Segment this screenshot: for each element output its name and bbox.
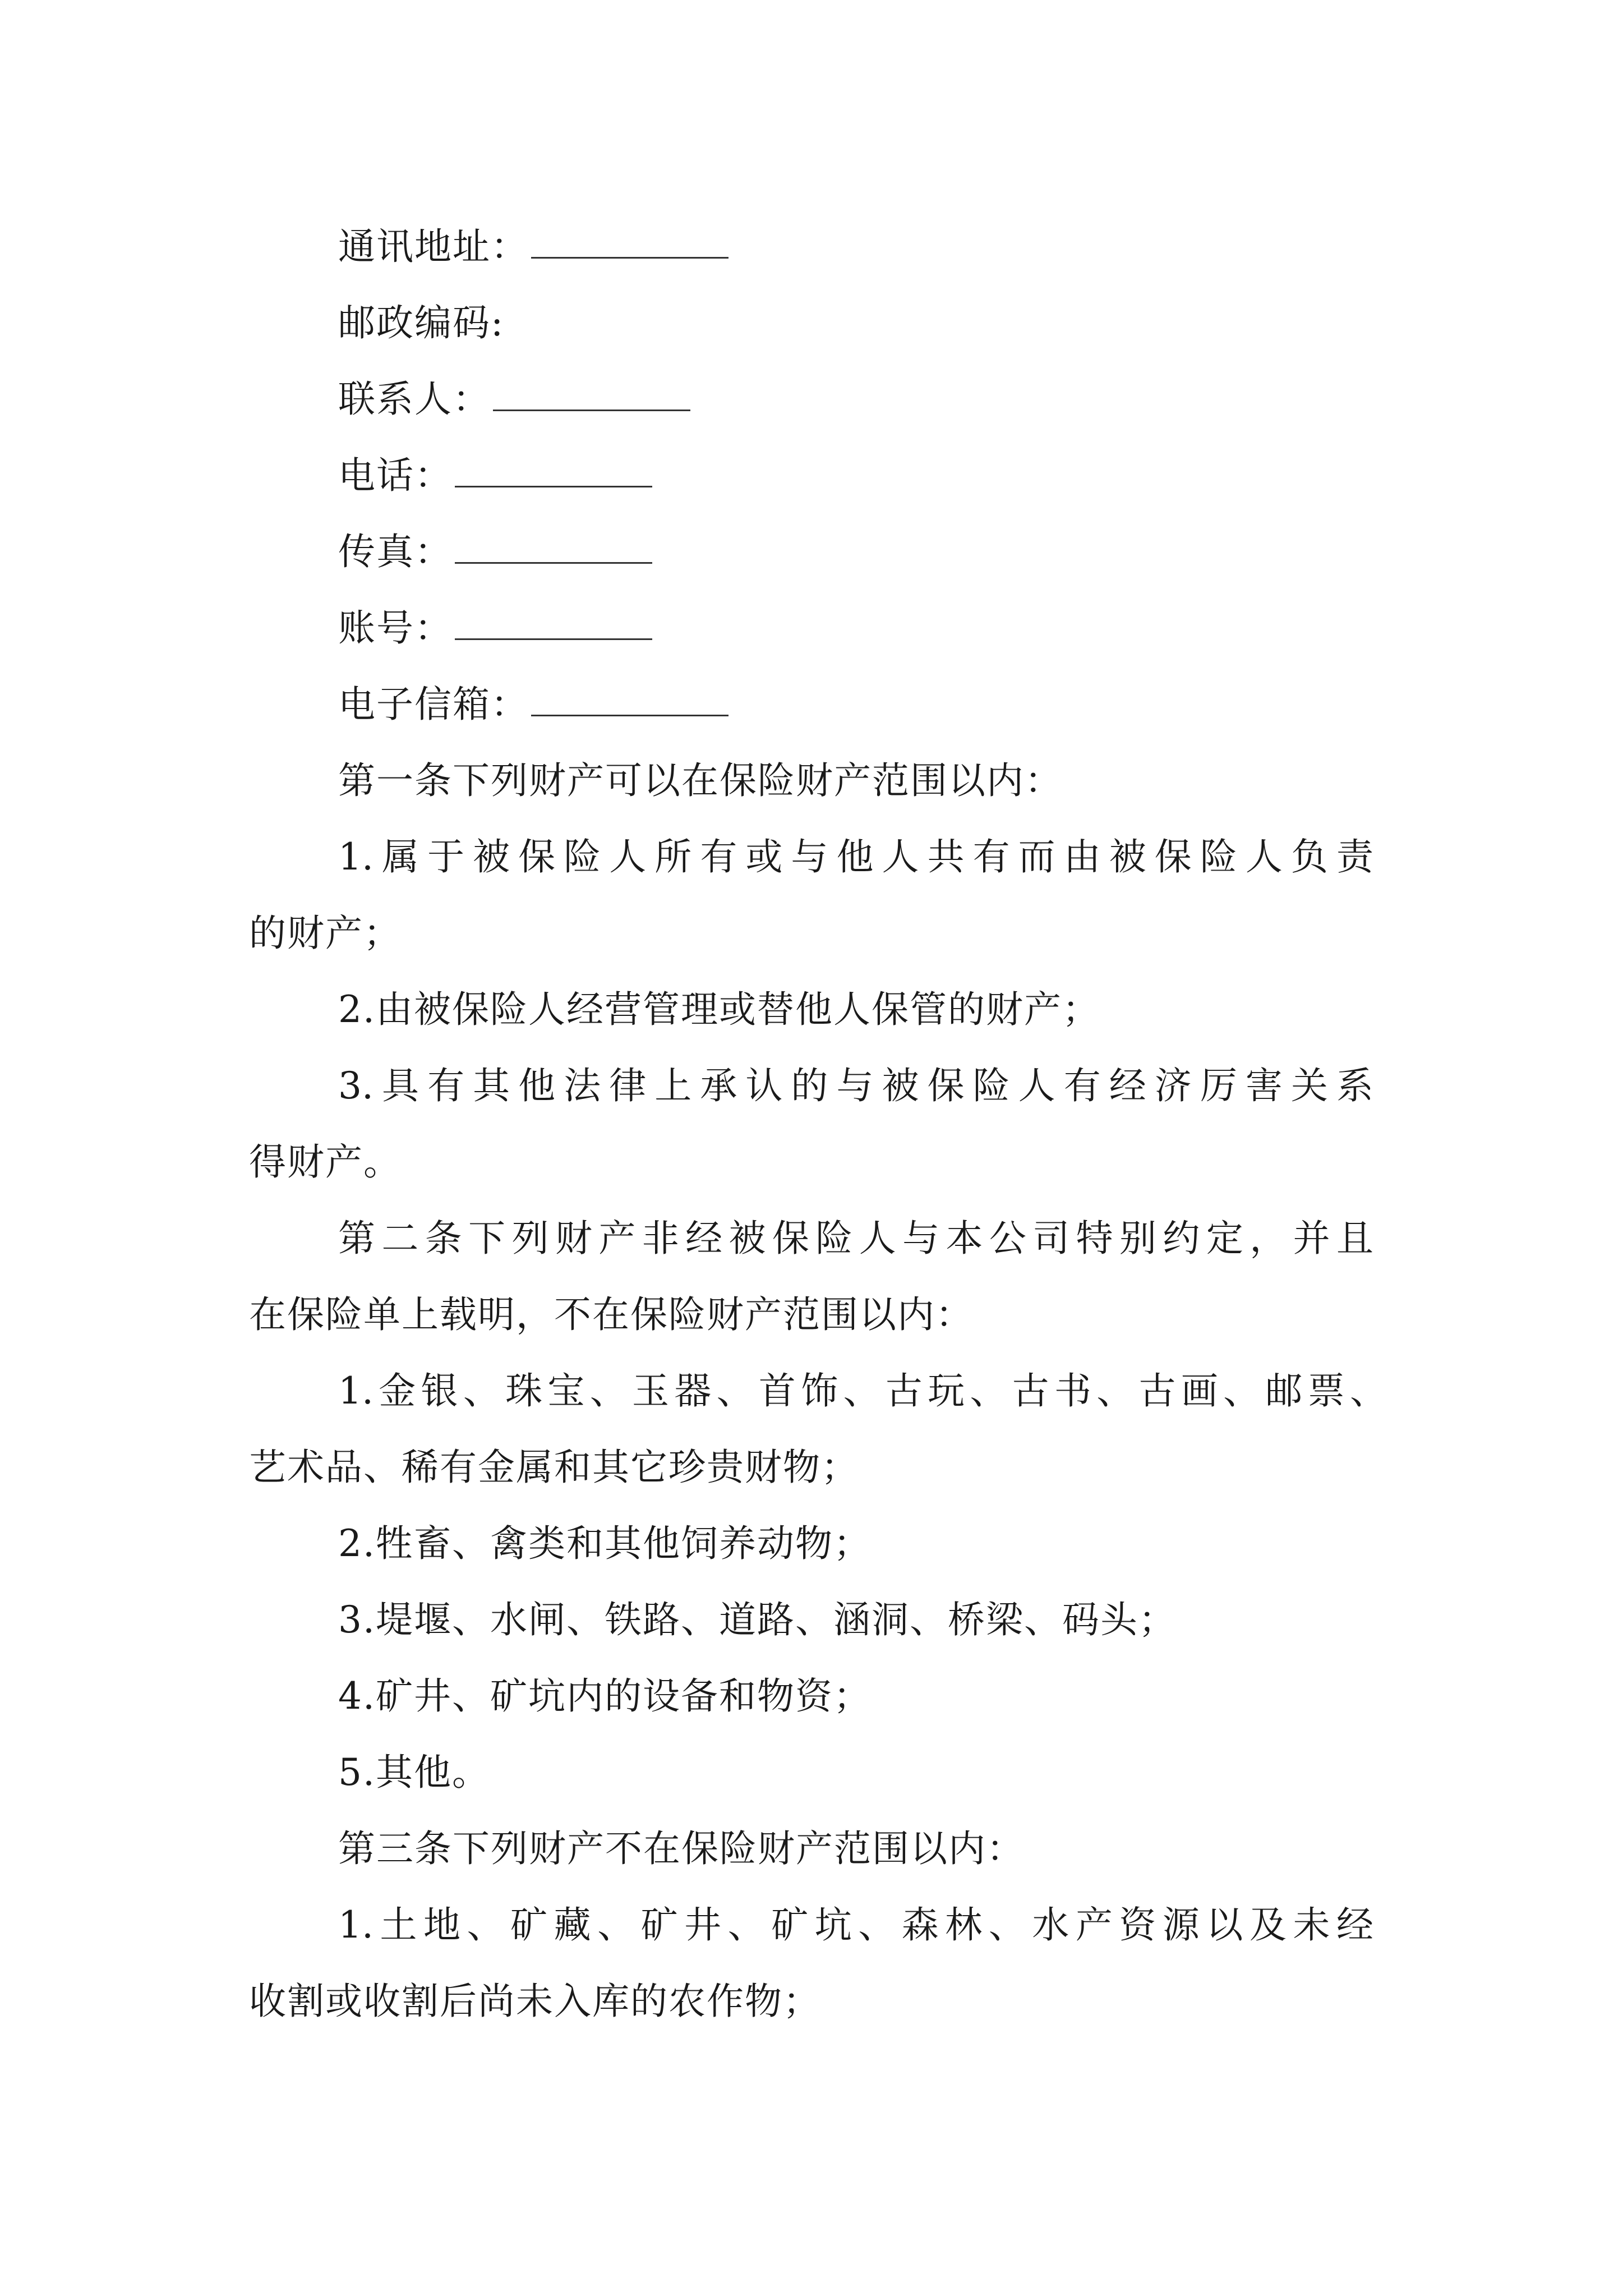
article3-item1-line1: 1.土地、矿藏、矿井、矿坑、森林、水产资源以及未经 bbox=[338, 1903, 1373, 1947]
article1-item1-line1: 1.属于被保险人所有或与他人共有而由被保险人负责 bbox=[338, 835, 1373, 878]
article1-heading: 第一条下列财产可以在保险财产范围以内： bbox=[338, 759, 1063, 802]
article2-item3: 3.堤堰、水闸、铁路、道路、涵洞、桥梁、码头； bbox=[338, 1598, 1177, 1641]
fax-label: 传真： bbox=[338, 530, 453, 573]
fax-field bbox=[338, 530, 652, 574]
address-label: 通讯地址： bbox=[338, 225, 529, 268]
article2-item1-line1: 1.金银、珠宝、玉器、首饰、古玩、古书、古画、邮票、 bbox=[338, 1369, 1387, 1412]
email-blank bbox=[531, 682, 728, 716]
article1-item3-line2: 得财产。 bbox=[249, 1140, 402, 1184]
address-field bbox=[338, 224, 728, 269]
article1-item1-line2: 的财产； bbox=[249, 912, 402, 955]
contact-person-label: 联系人： bbox=[338, 378, 491, 421]
article2-item5: 5.其他。 bbox=[338, 1751, 490, 1794]
email-field bbox=[338, 682, 728, 727]
phone-label: 电话： bbox=[338, 454, 453, 497]
email-label: 电子信箱： bbox=[338, 683, 529, 726]
account-blank bbox=[455, 606, 652, 640]
article2-item2: 2.牲畜、禽类和其他饲养动物； bbox=[338, 1522, 872, 1565]
article2-heading-line1: 第二条下列财产非经被保险人与本公司特别约定，并且 bbox=[338, 1217, 1373, 1260]
article1-item3-line1: 3.具有其他法律上承认的与被保险人有经济厉害关系 bbox=[338, 1064, 1373, 1107]
contact-person-blank bbox=[493, 377, 690, 411]
article1-item2: 2.由被保险人经营管理或替他人保管的财产； bbox=[338, 988, 1100, 1031]
phone-field bbox=[338, 453, 652, 498]
article3-item1-line2: 收割或收割后尚未入库的农作物； bbox=[249, 1980, 821, 2023]
article2-item1-line2: 艺术品、稀有金属和其它珍贵财物； bbox=[249, 1446, 859, 1489]
account-field bbox=[338, 606, 652, 651]
postcode-field bbox=[338, 301, 504, 346]
contact-person-field bbox=[338, 377, 690, 422]
address-blank bbox=[531, 224, 728, 259]
account-label: 账号： bbox=[338, 606, 453, 650]
article2-heading-line2: 在保险单上载明，不在保险财产范围以内： bbox=[249, 1293, 974, 1336]
postcode-label: 邮政编码: bbox=[338, 301, 505, 344]
article2-item4: 4.矿井、矿坑内的设备和物资； bbox=[338, 1674, 872, 1718]
fax-blank bbox=[455, 530, 652, 564]
article3-heading: 第三条下列财产不在保险财产范围以内： bbox=[338, 1827, 1025, 1870]
phone-blank bbox=[455, 453, 652, 487]
